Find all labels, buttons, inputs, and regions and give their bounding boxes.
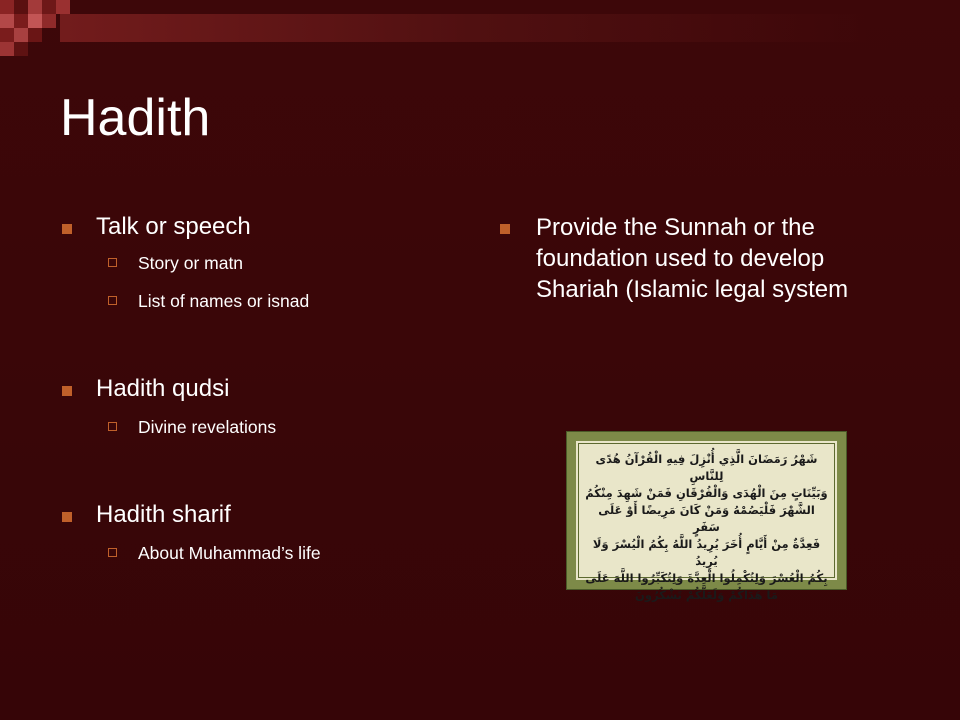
decorative-header-pattern xyxy=(0,0,960,60)
bullet-sunnah xyxy=(498,212,898,305)
verse-line: بِكُمُ الْعُسْرَ وَلِتُكْمِلُوا الْعِدَّةَ وَلِتُكَبِّرُوا اللَّهَ عَلَى xyxy=(585,571,828,585)
square-bullet-icon xyxy=(62,512,72,522)
verse-line: وَبَيِّنَاتٍ مِنَ الْهُدَى وَالْفُرْقَانِ فَمَنْ شَهِدَ مِنْكُمُ xyxy=(585,486,828,500)
quran-verse-image xyxy=(567,432,846,602)
sub-bullet-list-of-names xyxy=(60,290,480,312)
bullet-label: Provide the Sunnah or the foundation used to develop Shariah (Islamic legal system xyxy=(536,214,849,303)
bullet-hadith-qudsi xyxy=(60,374,480,404)
bullet-label: Hadith sharif xyxy=(96,501,231,528)
verse-line: فَعِدَّةٌ مِنْ أَيَّامٍ أُخَرَ يُرِيدُ اللَّهُ بِكُمُ الْيُسْرَ وَلَا يُرِيدُ xyxy=(592,537,821,568)
verse-line: الشَّهْرَ فَلْيَصُمْهُ وَمَنْ كَانَ مَرِيضًا أَوْ عَلَى سَفَرٍ xyxy=(598,503,815,534)
verse-line: شَهْرُ رَمَضَانَ الَّذِي أُنْزِلَ فِيهِ الْقُرْآنُ هُدًى لِلنَّاسِ xyxy=(595,452,818,483)
right-bullet-list xyxy=(498,212,898,305)
slide-title: Hadith xyxy=(60,89,211,147)
sub-bullet-label: List of names or isnad xyxy=(138,291,310,311)
sub-bullet-label: About Muhammad’s life xyxy=(138,543,321,563)
bullet-label: Talk or speech xyxy=(96,213,251,240)
hollow-square-bullet-icon xyxy=(108,296,117,305)
verse-text xyxy=(584,451,829,604)
bullet-label: Hadith qudsi xyxy=(96,375,230,402)
sub-bullet-label: Story or matn xyxy=(138,253,244,273)
sub-bullet-story-or-matn xyxy=(60,252,480,274)
hollow-square-bullet-icon xyxy=(108,548,117,557)
square-bullet-icon xyxy=(500,224,510,234)
square-bullet-icon xyxy=(62,386,72,396)
left-bullet-list xyxy=(60,212,480,564)
bullet-hadith-sharif xyxy=(60,500,480,530)
sub-bullet-about-muhammad xyxy=(60,542,480,564)
hollow-square-bullet-icon xyxy=(108,422,117,431)
verse-line: مَا هَدَاكُمْ وَلَعَلَّكُمْ تَشْكُرُونَ xyxy=(635,588,778,602)
hollow-square-bullet-icon xyxy=(108,258,117,267)
sub-bullet-divine-revelations xyxy=(60,416,480,438)
sub-bullet-label: Divine revelations xyxy=(138,417,277,437)
bullet-talk-or-speech xyxy=(60,212,480,242)
decorative-band xyxy=(60,14,870,42)
square-bullet-icon xyxy=(62,224,72,234)
